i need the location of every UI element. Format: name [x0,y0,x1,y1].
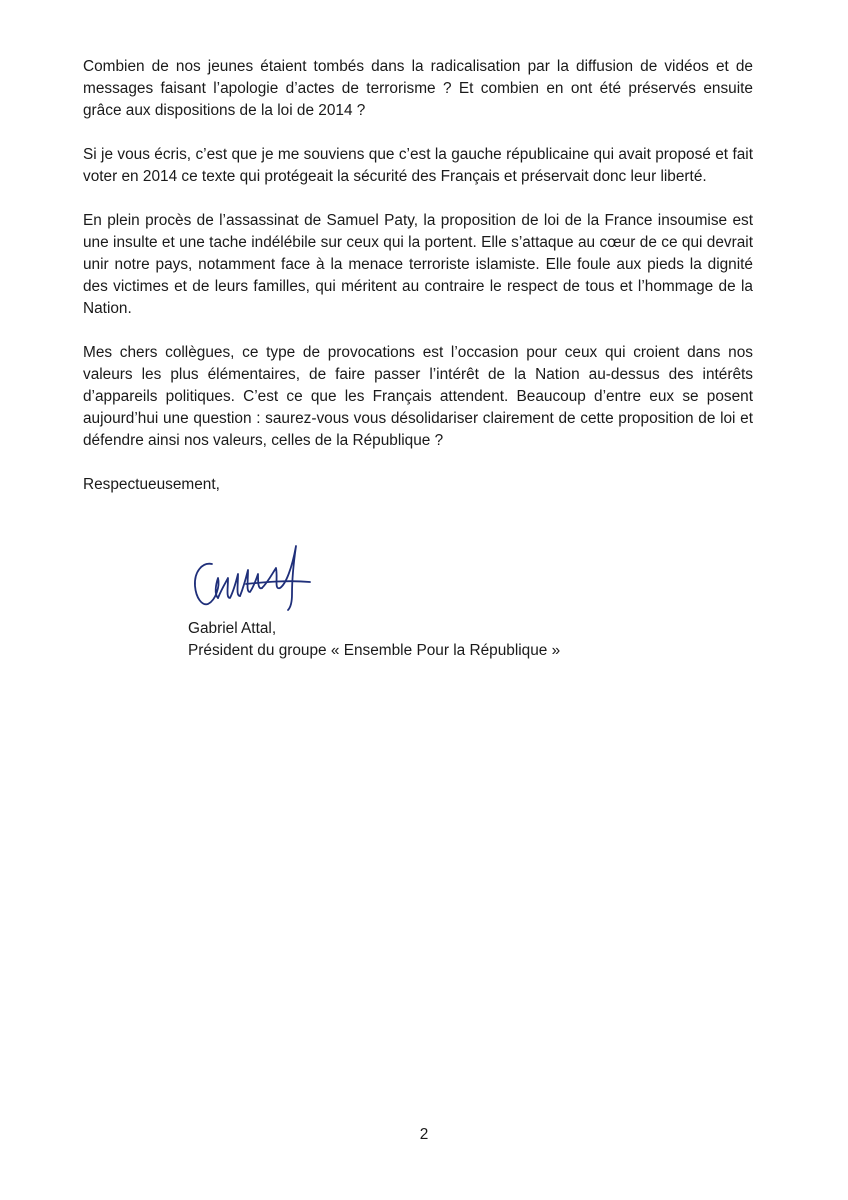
paragraph-2: Si je vous écris, c’est que je me souviens que c’est la gauche républicaine qui avait proposé et fait voter en 2014 ce texte qui protégeait la sécurité des Français et préservait donc leur liberté. [83,146,753,185]
closing-salutation: Respectueusement, [83,476,220,493]
page-number: 2 [419,1126,429,1143]
paragraph-4: Mes chers collègues, ce type de provocations est l’occasion pour ceux qui croient dans nos valeurs les plus élémentaires, de faire passer l’intérêt de la Nation au-dessus des intérêts d’appareils politiques. C’est ce que les Français attendent. Beaucoup d’entre eux se posent aujourd’hui une question : saurez-vous vous désolidariser clairement de cette proposition de loi et défendre ainsi nos valeurs, celles de la République ? [83,344,753,449]
handwritten-signature-icon [188,538,318,614]
signer-block [188,618,560,662]
signer-name: Gabriel Attal, [188,620,277,637]
letter-body [83,56,753,496]
paragraph-1: Combien de nos jeunes étaient tombés dans la radicalisation par la diffusion de vidéos et de messages faisant l’apologie d’actes de terrorisme ? Et combien en ont été préservés ensuite grâce aux dispositions de la loi de 2014 ? [83,58,753,119]
paragraph-3: En plein procès de l’assassinat de Samuel Paty, la proposition de loi de la France insoumise est une insulte et une tache indélébile sur ceux qui la portent. Elle s’attaque au cœur de ce qui devrait unir notre pays, notamment face à la menace terroriste islamiste. Elle foule aux pieds la dignité des victimes et de leurs familles, qui méritent au contraire le respect de tous et l’hommage de la Nation. [83,212,753,317]
signer-title: Président du groupe « Ensemble Pour la République » [188,642,561,659]
